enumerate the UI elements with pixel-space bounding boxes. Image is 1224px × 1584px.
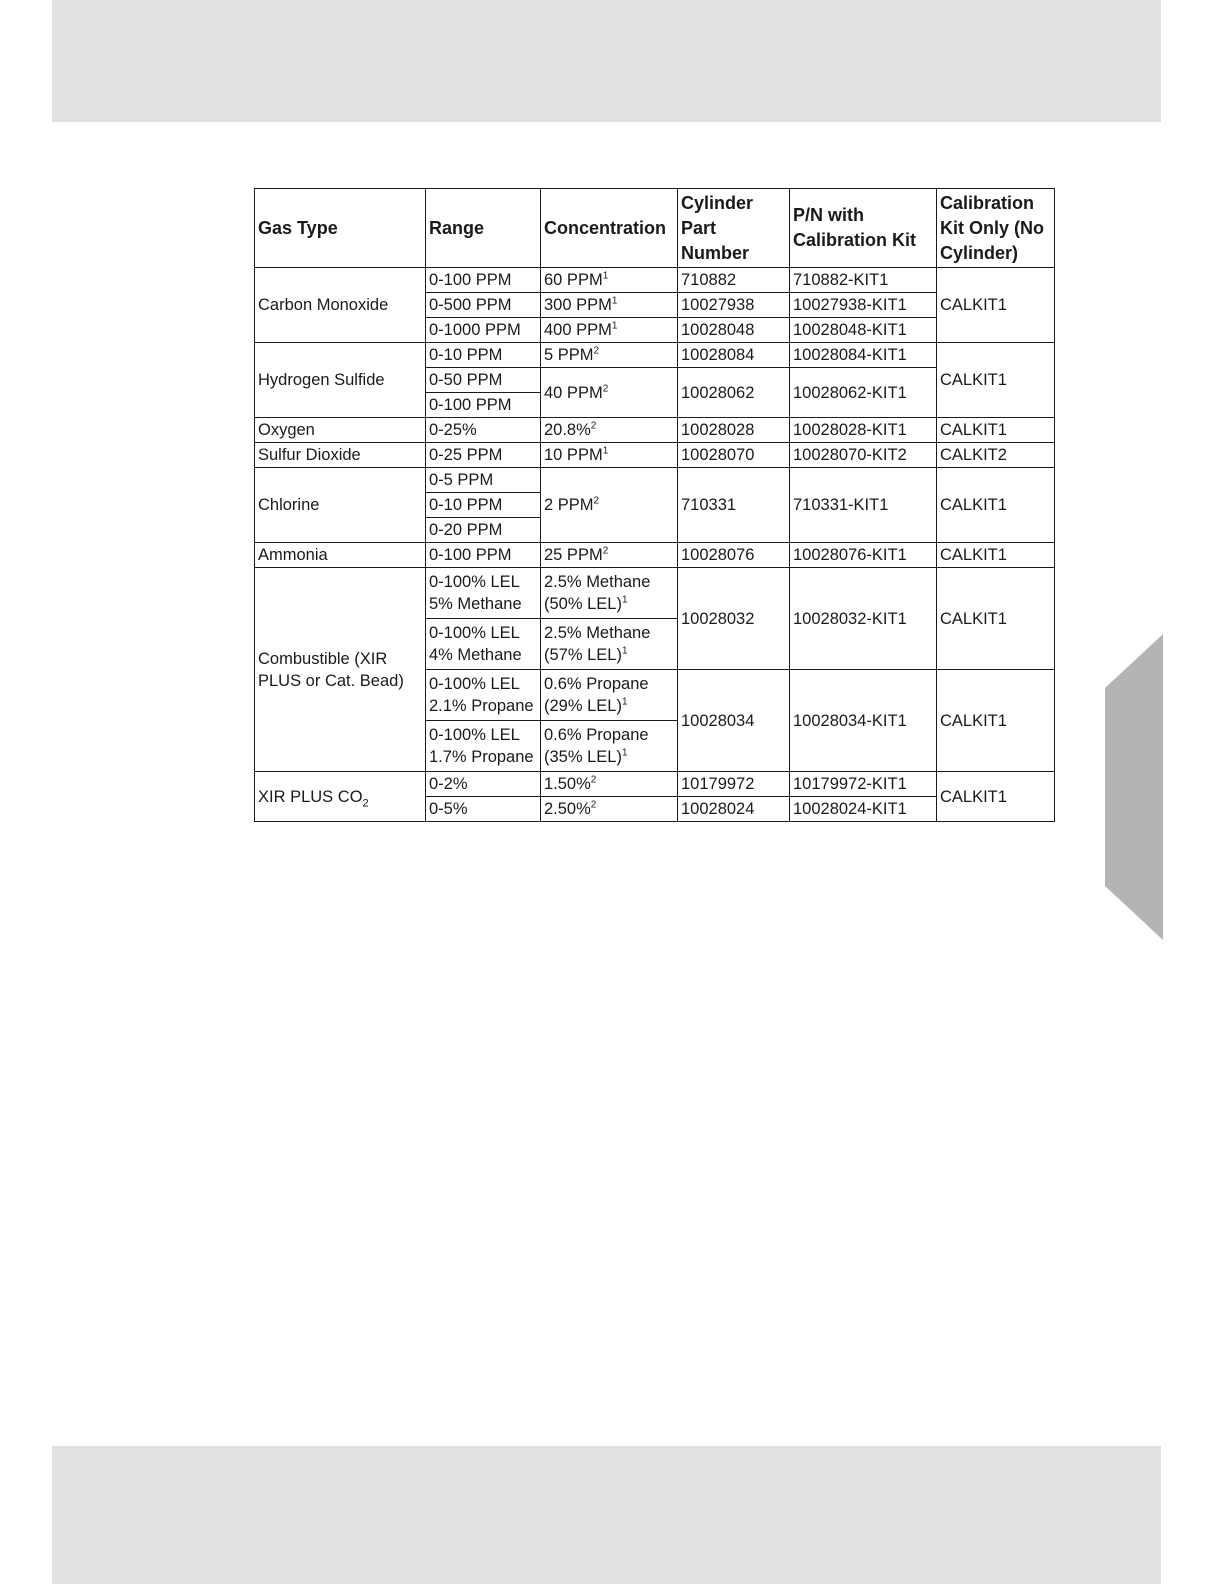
cylinder-cell: 10179972 [678,772,790,797]
kit-cell: 10179972-KIT1 [790,772,937,797]
concentration-cell: 400 PPM$^1$ [541,318,678,343]
range-cell: 0-5% [426,797,541,822]
concentration-cell: 2 PPM$^2$ [541,468,678,543]
gas-cell: Chlorine [255,468,426,543]
cal-kit-cell: CALKIT1 [937,343,1055,418]
cal-kit-cell: CALKIT2 [937,443,1055,468]
table-row [255,443,1055,468]
kit-cell: 10028048-KIT1 [790,318,937,343]
calibration-gas-table [254,188,1055,822]
concentration-cell: 60 PPM$^1$ [541,268,678,293]
kit-cell: 10028024-KIT1 [790,797,937,822]
cylinder-cell: 10028032 [678,568,790,670]
cylinder-cell: 10028070 [678,443,790,468]
concentration-cell: 25 PPM$^2$ [541,543,678,568]
concentration-cell: 0.6% Propane (29% LEL)$^1$ [541,670,678,721]
table-row [255,418,1055,443]
concentration-cell: 1.50%$^2$ [541,772,678,797]
range-cell: 0-50 PPM [426,368,541,393]
cal-kit-cell: CALKIT1 [937,543,1055,568]
footer-band [52,1446,1161,1584]
table-row [255,343,1055,368]
table-row [255,468,1055,493]
kit-cell: 10028062-KIT1 [790,368,937,418]
cylinder-cell: 10028034 [678,670,790,772]
table-row [255,568,1055,619]
range-cell: 0-100 PPM [426,268,541,293]
concentration-cell: 20.8%$^2$ [541,418,678,443]
range-cell: 0-100% LEL 5% Methane [426,568,541,619]
cylinder-cell: 10028024 [678,797,790,822]
table-header-row [255,189,1055,268]
kit-cell: 10028028-KIT1 [790,418,937,443]
gas-cell: Hydrogen Sulfide [255,343,426,418]
header-cylinder-part-number: Cylinder Part Number [678,189,790,268]
cylinder-cell: 710882 [678,268,790,293]
range-cell: 0-10 PPM [426,493,541,518]
cylinder-cell: 710331 [678,468,790,543]
range-cell: 0-100% LEL 1.7% Propane [426,721,541,772]
cal-kit-cell: CALKIT1 [937,772,1055,822]
kit-cell: 10027938-KIT1 [790,293,937,318]
cal-kit-cell: CALKIT1 [937,418,1055,443]
cylinder-cell: 10028076 [678,543,790,568]
kit-cell: 10028076-KIT1 [790,543,937,568]
range-cell: 0-5 PPM [426,468,541,493]
table-row [255,543,1055,568]
table-row [255,268,1055,293]
range-cell: 0-10 PPM [426,343,541,368]
range-cell: 0-500 PPM [426,293,541,318]
cal-kit-cell: CALKIT1 [937,568,1055,670]
cylinder-cell: 10027938 [678,293,790,318]
cylinder-cell: 10028084 [678,343,790,368]
range-cell: 0-25% [426,418,541,443]
gas-cell: Sulfur Dioxide [255,443,426,468]
cal-kit-cell: CALKIT1 [937,468,1055,543]
header-band [52,0,1161,122]
kit-cell: 10028084-KIT1 [790,343,937,368]
table-row [255,772,1055,797]
range-cell: 0-100 PPM [426,543,541,568]
concentration-cell: 40 PPM$^2$ [541,368,678,418]
side-tab-marker [1105,634,1163,940]
concentration-cell: 300 PPM$^1$ [541,293,678,318]
concentration-cell: 2.5% Methane (50% LEL)$^1$ [541,568,678,619]
kit-cell: 710331-KIT1 [790,468,937,543]
cylinder-cell: 10028028 [678,418,790,443]
range-cell: 0-100% LEL 2.1% Propane [426,670,541,721]
range-cell: 0-1000 PPM [426,318,541,343]
header-range: Range [426,189,541,268]
cal-kit-cell: CALKIT1 [937,670,1055,772]
gas-cell: XIR PLUS $CO_2$ [255,772,426,822]
range-cell: 0-25 PPM [426,443,541,468]
concentration-cell: 10 PPM$^1$ [541,443,678,468]
header-gas-type: Gas Type [255,189,426,268]
range-cell: 0-20 PPM [426,518,541,543]
concentration-cell: 2.5% Methane (57% LEL)$^1$ [541,619,678,670]
kit-cell: 10028032-KIT1 [790,568,937,670]
gas-cell: Oxygen [255,418,426,443]
header-kit-only: Calibration Kit Only (No Cylinder) [937,189,1055,268]
concentration-cell: 0.6% Propane (35% LEL)$^1$ [541,721,678,772]
cylinder-cell: 10028062 [678,368,790,418]
range-cell: 0-2% [426,772,541,797]
gas-cell: Carbon Monoxide [255,268,426,343]
concentration-cell: 5 PPM$^2$ [541,343,678,368]
kit-cell: 10028070-KIT2 [790,443,937,468]
gas-cell: Ammonia [255,543,426,568]
concentration-cell: 2.50%$^2$ [541,797,678,822]
kit-cell: 10028034-KIT1 [790,670,937,772]
cal-kit-cell: CALKIT1 [937,268,1055,343]
kit-cell: 710882-KIT1 [790,268,937,293]
header-pn-with-kit: P/N with Calibration Kit [790,189,937,268]
range-cell: 0-100% LEL 4% Methane [426,619,541,670]
range-cell: 0-100 PPM [426,393,541,418]
gas-cell: Combustible (XIR PLUS or Cat. Bead) [255,568,426,772]
cylinder-cell: 10028048 [678,318,790,343]
header-concentration: Concentration [541,189,678,268]
